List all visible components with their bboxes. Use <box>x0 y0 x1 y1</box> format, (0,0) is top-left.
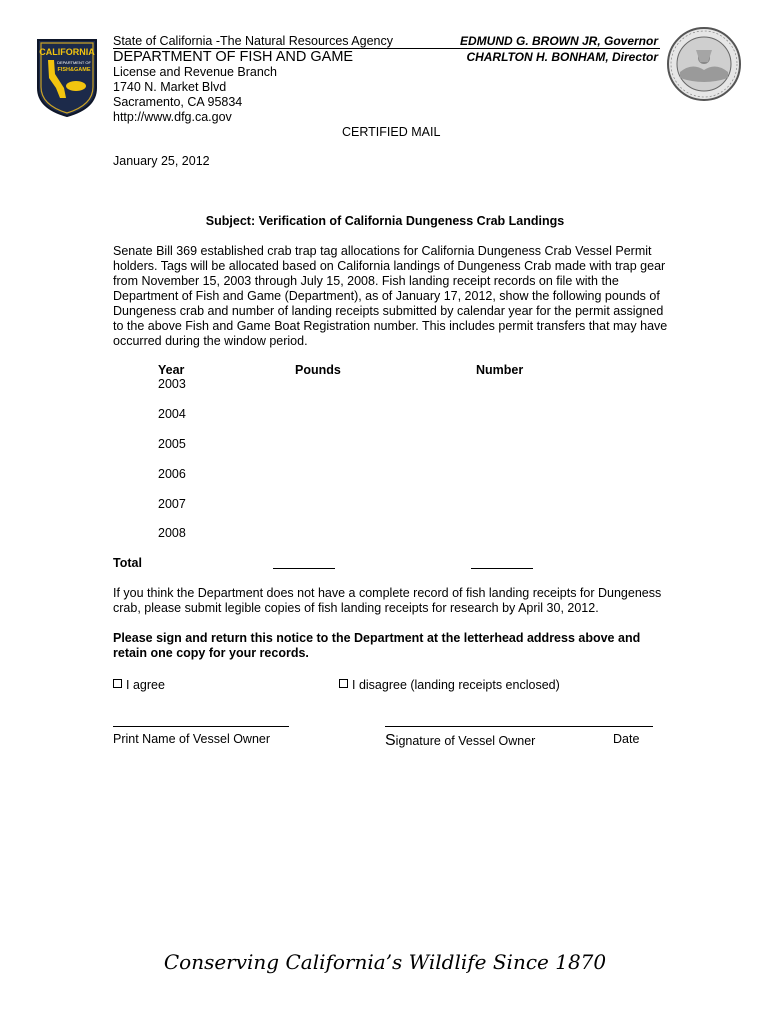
year-cell: 2005 <box>158 437 186 451</box>
sign-instructions: Please sign and return this notice to the Department at the letterhead address above and retain one copy for your records. <box>113 631 641 660</box>
total-pounds-field[interactable] <box>273 568 335 569</box>
year-cell: 2006 <box>158 467 186 481</box>
bear-icon <box>66 81 86 91</box>
address-line: License and Revenue Branch <box>113 65 278 79</box>
signature-initial: S <box>385 732 396 749</box>
year-cell: 2004 <box>158 407 186 421</box>
logo-text-mid: DEPARTMENT OF <box>57 60 91 65</box>
letter-date: January 25, 2012 <box>113 154 210 168</box>
state-seal <box>666 26 742 102</box>
disagree-label: I disagree (landing receipts enclosed) <box>352 678 560 692</box>
logo-text-bottom: FISH&GAME <box>57 67 91 73</box>
disagree-checkbox[interactable] <box>339 679 348 688</box>
signature-label-rest: ignature of Vessel Owner <box>395 734 536 748</box>
website-link[interactable]: http://www.dfg.ca.gov <box>113 110 232 124</box>
director-name: CHARLTON H. BONHAM, Director <box>466 50 658 64</box>
footer-motto: Conserving California’s Wildlife Since 1870 <box>163 950 607 974</box>
address-line: 1740 N. Market Blvd <box>113 80 227 94</box>
agree-checkbox[interactable] <box>113 679 122 688</box>
followup-paragraph: If you think the Department does not have a complete record of fish landing receipts for Dungeness crab, please submit legible copies of fish landing receipts for research by April 30, 2012. <box>113 586 662 615</box>
total-label: Total <box>113 556 142 570</box>
agree-option[interactable] <box>113 678 165 692</box>
signature-label <box>385 732 535 750</box>
intro-paragraph: Senate Bill 369 established crab trap tag allocations for California Dungeness Crab Vessel Permit holders. Tags will be allocated based on California landings of Dungeness Crab made with trap gear from November 15, 2003 through July 15, 2008. Fish landing receipt records on file with the Department of Fish and Game (Department), as of January 17, 2012, show the following pounds of Dungeness crab and number of landing receipts submitted by calendar year for the permit assigned to the above Fish and Game Boat Registration number. This includes permit transfers that may have occurred during the window period. <box>113 244 668 348</box>
department-name: DEPARTMENT OF FISH AND GAME <box>113 49 354 65</box>
dfg-logo <box>36 38 98 118</box>
governor-name: EDMUND G. BROWN JR, Governor <box>459 34 658 48</box>
certified-mail-label: CERTIFIED MAIL <box>342 125 441 139</box>
year-cell: 2003 <box>158 377 186 391</box>
header-pounds: Pounds <box>295 363 341 377</box>
subject-line: Subject: Verification of California Dungeness Crab Landings <box>205 214 565 228</box>
signature-field[interactable] <box>385 726 653 727</box>
address-block <box>113 65 277 125</box>
year-cell: 2007 <box>158 497 186 511</box>
agree-label: I agree <box>126 678 165 692</box>
print-name-field[interactable] <box>113 726 289 727</box>
total-number-field[interactable] <box>471 568 533 569</box>
header-year: Year <box>158 363 185 377</box>
date-label: Date <box>613 732 640 746</box>
print-name-label: Print Name of Vessel Owner <box>113 732 271 746</box>
logo-text-top: CALIFORNIA <box>39 47 95 57</box>
disagree-option[interactable] <box>339 678 560 692</box>
header-number: Number <box>476 363 524 377</box>
year-cell: 2008 <box>158 526 186 540</box>
agency-name: State of California -The Natural Resources Agency <box>113 34 393 48</box>
address-line: Sacramento, CA 95834 <box>113 95 243 109</box>
